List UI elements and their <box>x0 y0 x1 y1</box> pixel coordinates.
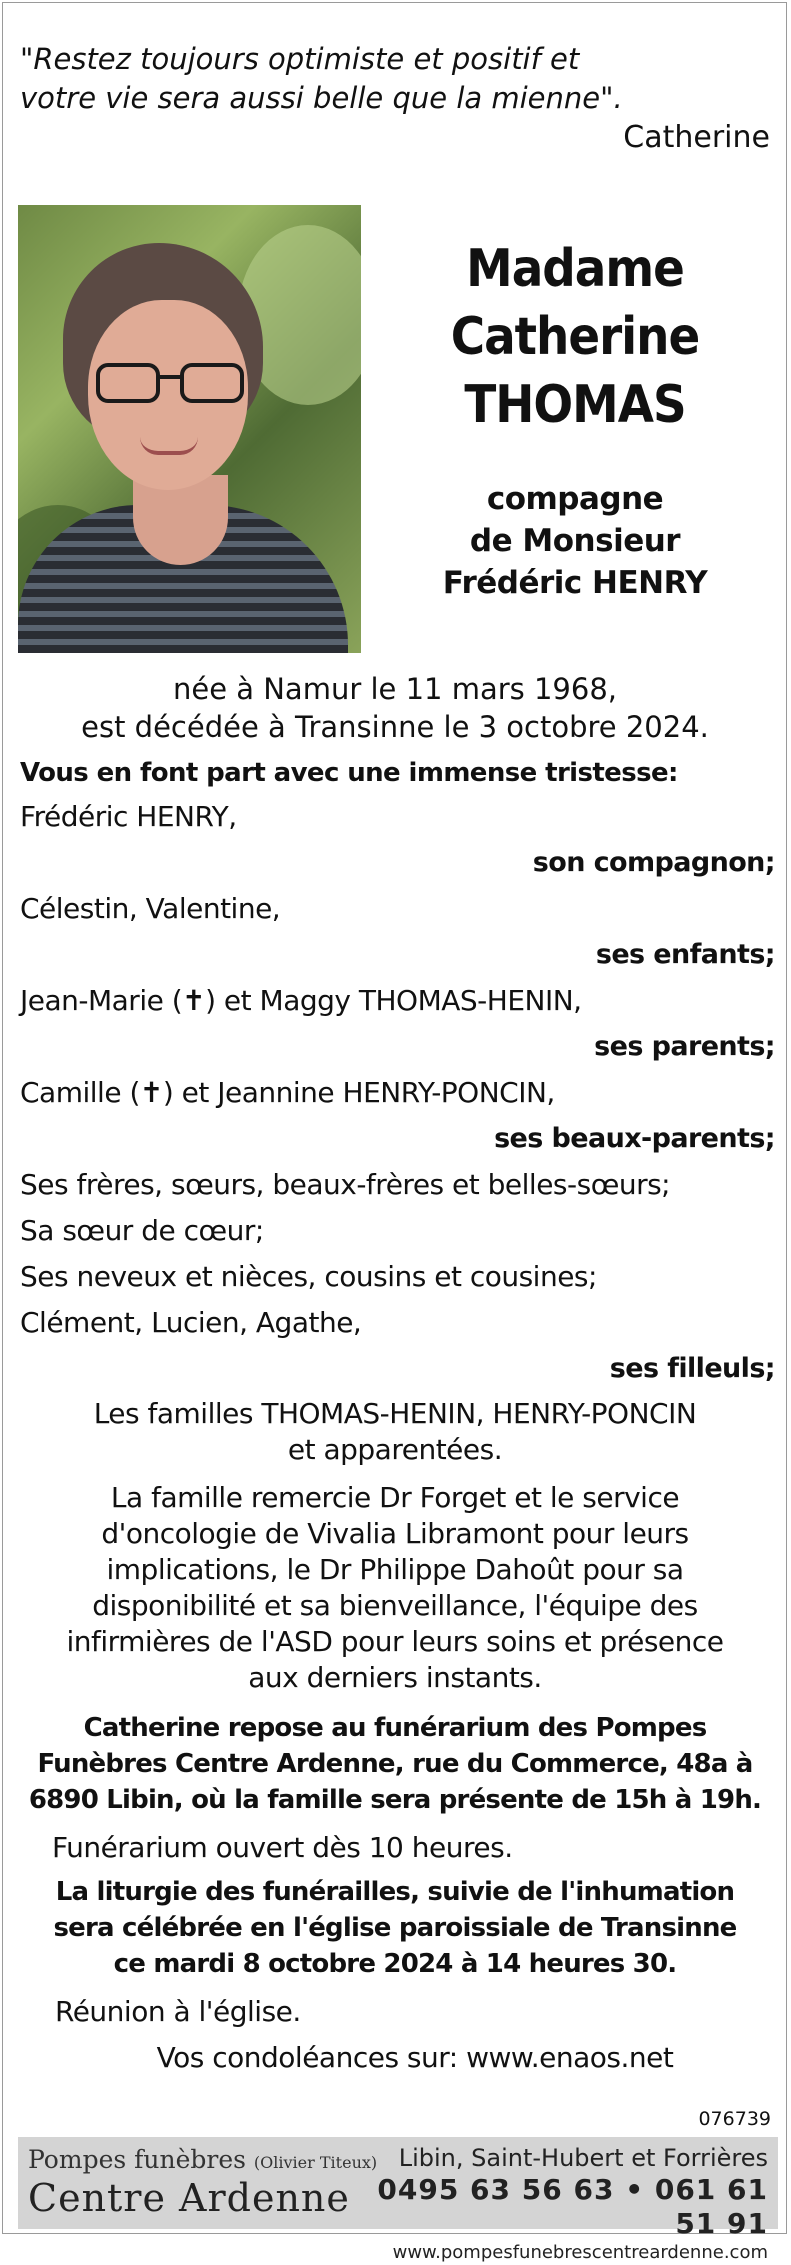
quote-block <box>20 40 770 155</box>
family-role: ses parents; <box>594 1031 775 1062</box>
thanks-line: disponibilité et sa bienveillance, l'équipe des <box>92 1589 698 1622</box>
family-member: Célestin, Valentine, <box>20 892 281 925</box>
family-role: ses filleuls; <box>609 1353 775 1384</box>
birth-line: née à Namur le 11 mars 1968, <box>172 672 618 706</box>
families-line: Les familles THOMAS-HENIN, HENRY-PONCIN <box>93 1397 697 1430</box>
family-role: son compagnon; <box>532 847 775 878</box>
death-line: est décédée à Transinne le 3 octobre 2024. <box>81 710 709 744</box>
thanks-line: aux derniers instants. <box>248 1661 542 1694</box>
name-line: Catherine <box>450 307 700 367</box>
family-member: Clément, Lucien, Agathe, <box>20 1306 362 1339</box>
portrait-photo <box>18 205 361 653</box>
companion-line: de Monsieur <box>469 523 681 559</box>
liturgy-block <box>20 1874 770 1982</box>
company-phones: 0495 63 56 63 • 061 61 51 91 <box>377 2173 768 2240</box>
birth-death-block <box>20 670 770 746</box>
company-prefix: Pompes funèbres <box>28 2145 246 2174</box>
funeral-home-banner <box>18 2137 778 2263</box>
company-locations: Libin, Saint-Hubert et Forrières <box>398 2144 768 2172</box>
visitation-line: 6890 Libin, où la famille sera présente de 15h à 19h. <box>28 1785 762 1815</box>
quote-line: votre vie sera aussi belle que la mienne". <box>20 81 623 115</box>
name-line: THOMAS <box>464 375 686 435</box>
family-member: Ses neveux et nièces, cousins et cousines; <box>20 1260 597 1293</box>
funeral-home-brand <box>28 2145 378 2222</box>
visitation-line: Catherine repose au funérarium des Pompes <box>83 1713 707 1743</box>
funeral-home-contact <box>368 2143 768 2265</box>
visitation-block <box>20 1710 770 1818</box>
thanks-block <box>20 1480 770 1696</box>
families-block <box>20 1396 770 1468</box>
family-role: ses beaux-parents; <box>494 1123 775 1154</box>
company-note: (Olivier Titeux) <box>253 2153 378 2172</box>
liturgy-line: ce mardi 8 octobre 2024 à 14 heures 30. <box>113 1949 677 1979</box>
name-line: Madame <box>466 239 684 299</box>
family-role: ses enfants; <box>595 939 775 970</box>
companion-line: compagne <box>486 481 664 517</box>
thanks-line: infirmières de l'ASD pour leurs soins et présence <box>66 1625 724 1658</box>
deceased-name <box>390 235 760 439</box>
company-website: www.pompesfunebrescentreardenne.com <box>392 2242 768 2263</box>
companion-block <box>390 478 760 604</box>
family-member: Sa sœur de cœur; <box>20 1214 264 1247</box>
families-line: et apparentées. <box>287 1433 503 1466</box>
thanks-line: implications, le Dr Philippe Dahoût pour sa <box>106 1553 684 1586</box>
company-name: Centre Ardenne <box>28 2176 350 2220</box>
family-member: Camille (✝) et Jeannine HENRY-PONCIN, <box>20 1076 555 1109</box>
condolences-line: Vos condoléances sur: www.enaos.net <box>156 2041 674 2074</box>
liturgy-line: sera célébrée en l'église paroissiale de Transinne <box>53 1913 737 1943</box>
quote-signature: Catherine <box>623 120 770 155</box>
liturgy-line: La liturgie des funérailles, suivie de l'inhumation <box>55 1877 735 1907</box>
quote-line: "Restez toujours optimiste et positif et <box>20 42 580 76</box>
announcement-intro: Vous en font part avec une immense tristesse: <box>20 758 678 788</box>
funerarium-hours: Funérarium ouvert dès 10 heures. <box>52 1831 513 1864</box>
family-member: Ses frères, sœurs, beaux-frères et belles-sœurs; <box>20 1168 671 1201</box>
thanks-line: d'oncologie de Vivalia Libramont pour leurs <box>101 1517 689 1550</box>
reference-number: 076739 <box>698 2108 771 2130</box>
visitation-line: Funèbres Centre Ardenne, rue du Commerce, 48a à <box>37 1749 753 1779</box>
meeting-note: Réunion à l'église. <box>55 1995 301 2028</box>
companion-line: Frédéric HENRY <box>442 565 708 601</box>
thanks-line: La famille remercie Dr Forget et le service <box>110 1481 680 1514</box>
family-member: Jean-Marie (✝) et Maggy THOMAS-HENIN, <box>20 984 582 1017</box>
family-member: Frédéric HENRY, <box>20 800 237 833</box>
